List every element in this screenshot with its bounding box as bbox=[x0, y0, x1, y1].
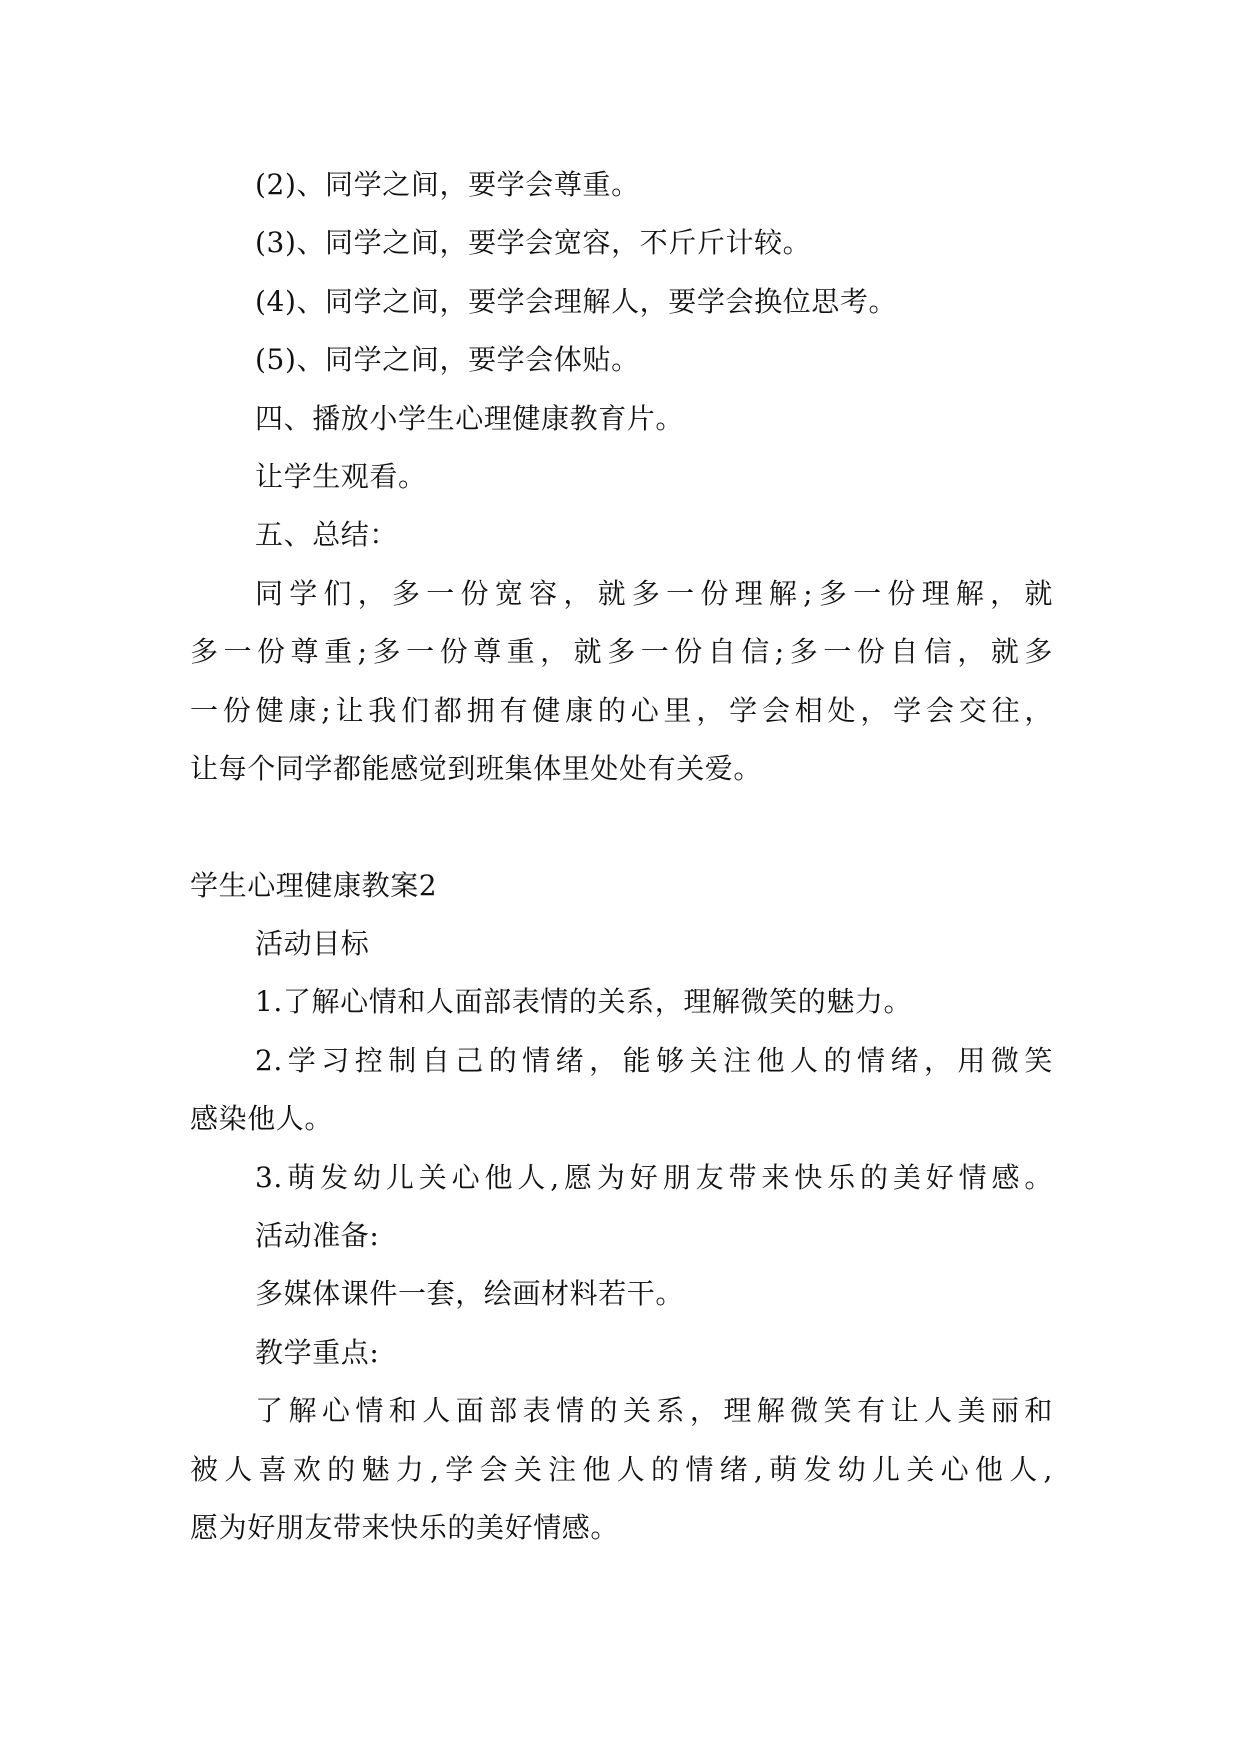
goal-item-1: 1.了解心情和人面部表情的关系，理解微笑的魅力。 bbox=[255, 985, 913, 1019]
preparation-text: 多媒体课件一套，绘画材料若干。 bbox=[255, 1277, 685, 1311]
goal-item-2-line: 2.学习控制自己的情绪，能够关注他人的情绪，用微笑 bbox=[255, 1043, 1053, 1077]
principle-item-4: (4)、同学之间，要学会理解人，要学会换位思考。 bbox=[255, 284, 898, 318]
summary-line: 多一份尊重;多一份尊重，就多一份自信;多一份自信，就多 bbox=[190, 635, 1053, 669]
step-five-heading: 五、总结： bbox=[255, 518, 399, 552]
document-body bbox=[190, 156, 1053, 1557]
section-spacer bbox=[190, 798, 1053, 856]
step-four-heading: 四、播放小学生心理健康教育片。 bbox=[255, 401, 685, 435]
principle-item-5: (5)、同学之间，要学会体贴。 bbox=[255, 343, 640, 377]
summary-line: 同学们，多一份宽容，就多一份理解;多一份理解，就 bbox=[255, 576, 1053, 610]
goals-heading: 活动目标 bbox=[255, 927, 370, 961]
lesson-plan-title: 学生心理健康教案2 bbox=[190, 868, 438, 902]
step-four-detail: 让学生观看。 bbox=[255, 459, 427, 493]
focus-line: 被人喜欢的魅力,学会关注他人的情绪,萌发幼儿关心他人, bbox=[190, 1452, 1053, 1486]
summary-paragraph bbox=[190, 565, 1053, 799]
goal-item-3: 3.萌发幼儿关心他人,愿为好朋友带来快乐的美好情感。 bbox=[255, 1160, 1053, 1194]
goal-item-2-line: 感染他人。 bbox=[190, 1102, 334, 1136]
summary-line: 让每个同学都能感觉到班集体里处处有关爱。 bbox=[190, 751, 763, 785]
goal-item-2 bbox=[190, 1032, 1053, 1149]
focus-paragraph bbox=[190, 1382, 1053, 1557]
principle-item-2: (2)、同学之间，要学会尊重。 bbox=[255, 168, 640, 201]
focus-line: 愿为好朋友带来快乐的美好情感。 bbox=[190, 1510, 620, 1544]
summary-line: 一份健康;让我们都拥有健康的心里，学会相处，学会交往， bbox=[190, 693, 1053, 727]
principle-item-3: (3)、同学之间，要学会宽容，不斤斤计较。 bbox=[255, 226, 812, 260]
preparation-heading: 活动准备: bbox=[255, 1219, 380, 1253]
focus-line: 了解心情和人面部表情的关系，理解微笑有让人美丽和 bbox=[255, 1394, 1053, 1428]
focus-heading: 教学重点: bbox=[255, 1335, 380, 1369]
